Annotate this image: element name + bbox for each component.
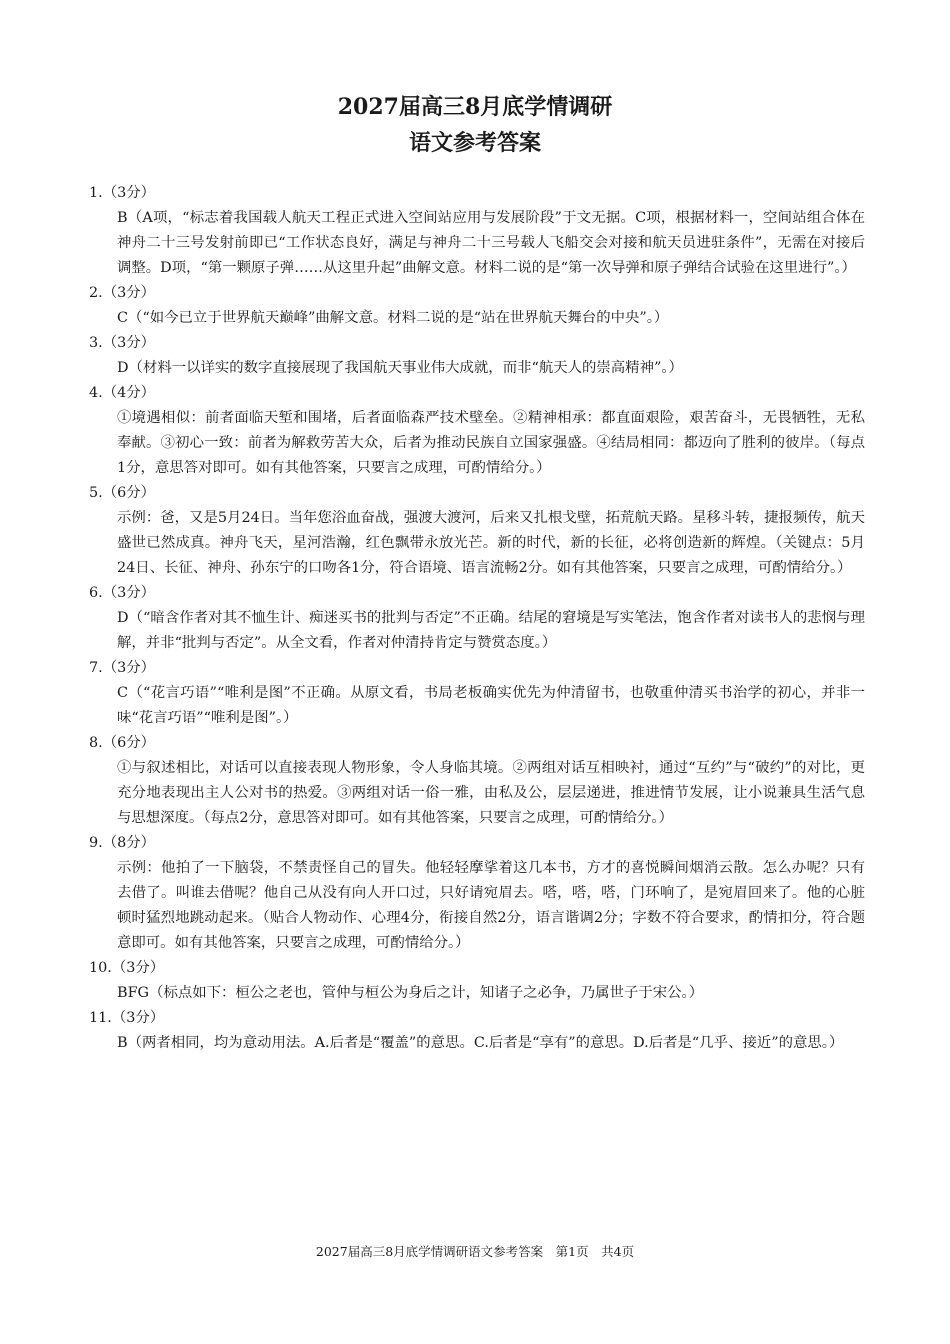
answer-text: C（“花言巧语”“唯利是图”不正确。从原文看，书局老板确实优先为仲清留书，也敬重仲清买书治学的初心，并非一味“花言巧语”“唯利是图”。） [117,685,865,726]
question-header [89,956,865,981]
answer-list [89,181,865,1056]
question-points: （8分） [102,835,156,851]
answer-text: ①境遇相似：前者面临天堑和围堵，后者面临森严技术壁垒。②精神相承：都直面艰险，艰苦奋斗，无畏牺牲，无私奉献。③初心一致：前者为解救劳苦大众，后者为推动民族自立国家强盛。④结局相同：都迈向了胜利的彼岸。（每点1分，意思答对即可。如有其他答案，只要言之成理，可酌情给分。） [117,410,865,476]
question-points: （3分） [102,185,156,201]
question-number: 5. [89,485,103,501]
question-number: 3. [89,335,103,351]
question-points: （3分） [102,335,156,351]
page-subtitle: 语文参考答案 [408,130,541,156]
question-number: 2. [89,285,103,301]
question-number: 7. [89,660,103,676]
question-number: 9. [89,835,103,851]
answer-item-11 [89,1006,865,1056]
question-points: （3分） [102,585,156,601]
answer-text: B（A项，“标志着我国载人航天工程正式进入空间站应用与发展阶段”于文无据。C项，根据材料一，空间站组合体在神舟二十三号发射前即已“工作状态良好，满足与神舟二十三号载人飞船交会对接和航天员进驻条件”，无需在对接后调整。D项，“第一颗原子弹……从这里升起”曲解文意。材料二说的是“第一次导弹和原子弹结合试验在这里进行”。） [117,210,865,276]
question-points: （4分） [102,385,156,401]
answer-item-10 [89,956,865,1006]
question-header [89,281,865,306]
answer-item-2 [89,281,865,331]
question-header [89,381,865,406]
question-points: （3分） [111,1010,165,1026]
question-number: 11. [89,1010,112,1026]
question-points: （6分） [102,735,156,751]
question-number: 10. [89,960,112,976]
answer-item-1 [89,181,865,281]
answer-text: B（两者相同，均为意动用法。A.后者是“覆盖”的意思。C.后者是“享有”的意思。D.后者是“几乎、接近”的意思。） [117,1035,844,1051]
question-header [89,656,865,681]
answer-item-4 [89,381,865,481]
answer-item-8 [89,731,865,831]
question-header [89,731,865,756]
question-number: 6. [89,585,103,601]
answer-text: C（“如今已立于世界航天巅峰”曲解文意。材料二说的是“站在世界航天舞台的中央”。） [117,310,669,326]
answer-item-7 [89,656,865,731]
question-number: 1. [89,185,103,201]
answer-item-5 [89,481,865,581]
answer-text: D（材料一以详实的数字直接展现了我国航天事业伟大成就，而非“航天人的崇高精神”。） [117,360,683,376]
question-header [89,1006,865,1031]
question-points: （3分） [102,660,156,676]
answer-text: BFG（标点如下：桓公之老也，管仲与桓公为身后之计，知诸子之必争，乃属世子于宋公。） [117,985,704,1001]
question-points: （3分） [111,960,165,976]
question-header [89,331,865,356]
answer-item-3 [89,331,865,381]
answer-item-9 [89,831,865,956]
question-number: 8. [89,735,103,751]
page-title: 2027届高三8月底学情调研 [337,94,613,120]
question-header [89,581,865,606]
page-footer: 2027届高三8月底学情调研语文参考答案 第1页 共4页 [315,1244,635,1259]
question-header [89,481,865,506]
question-header [89,831,865,856]
question-number: 4. [89,385,103,401]
answer-text: ①与叙述相比，对话可以直接表现人物形象，令人身临其境。②两组对话互相映衬，通过“互约”与“破约”的对比，更充分地表现出主人公对书的热爱。③两组对话一俗一雅，由私及公，层层递进，推进情节发展，让小说兼具生活气息与思想深度。（每点2分，意思答对即可。如有其他答案，只要言之成理，可酌情给分。） [117,760,865,826]
answer-text: D（“暗含作者对其不恤生计、痴迷买书的批判与否定”不正确。结尾的窘境是写实笔法，饱含作者对读书人的悲悯与理解，并非“批判与否定”。从全文看，作者对仲清持肯定与赞赏态度。） [117,610,865,651]
question-points: （3分） [102,285,156,301]
question-points: （6分） [102,485,156,501]
answer-item-6 [89,581,865,656]
answer-text: 示例：他拍了一下脑袋，不禁责怪自己的冒失。他轻轻摩挲着这几本书，方才的喜悦瞬间烟消云散。怎么办呢？只有去借了。叫谁去借呢？他自己从没有向人开口过，只好请宛眉去。嗒，嗒，嗒，门环响了，是宛眉回来了。他的心脏顿时猛烈地跳动起来。（贴合人物动作、心理4分，衔接自然2分，语言谐调2分；字数不符合要求，酌情扣分，符合题意即可。如有其他答案，只要言之成理，可酌情给分。） [117,860,865,951]
answer-text: 示例：爸，又是5月24日。当年您浴血奋战，强渡大渡河，后来又扎根戈壁，拓荒航天路。星移斗转，捷报频传，航天盛世已然成真。神舟飞天，星河浩瀚，红色飘带永放光芒。新的时代，新的长征，必将创造新的辉煌。（关键点：5月24日、长征、神舟、孙东宁的口吻各1分，符合语境、语言流畅2分。如有其他答案，只要言之成理，可酌情给分。） [117,510,865,576]
question-header [89,181,865,206]
